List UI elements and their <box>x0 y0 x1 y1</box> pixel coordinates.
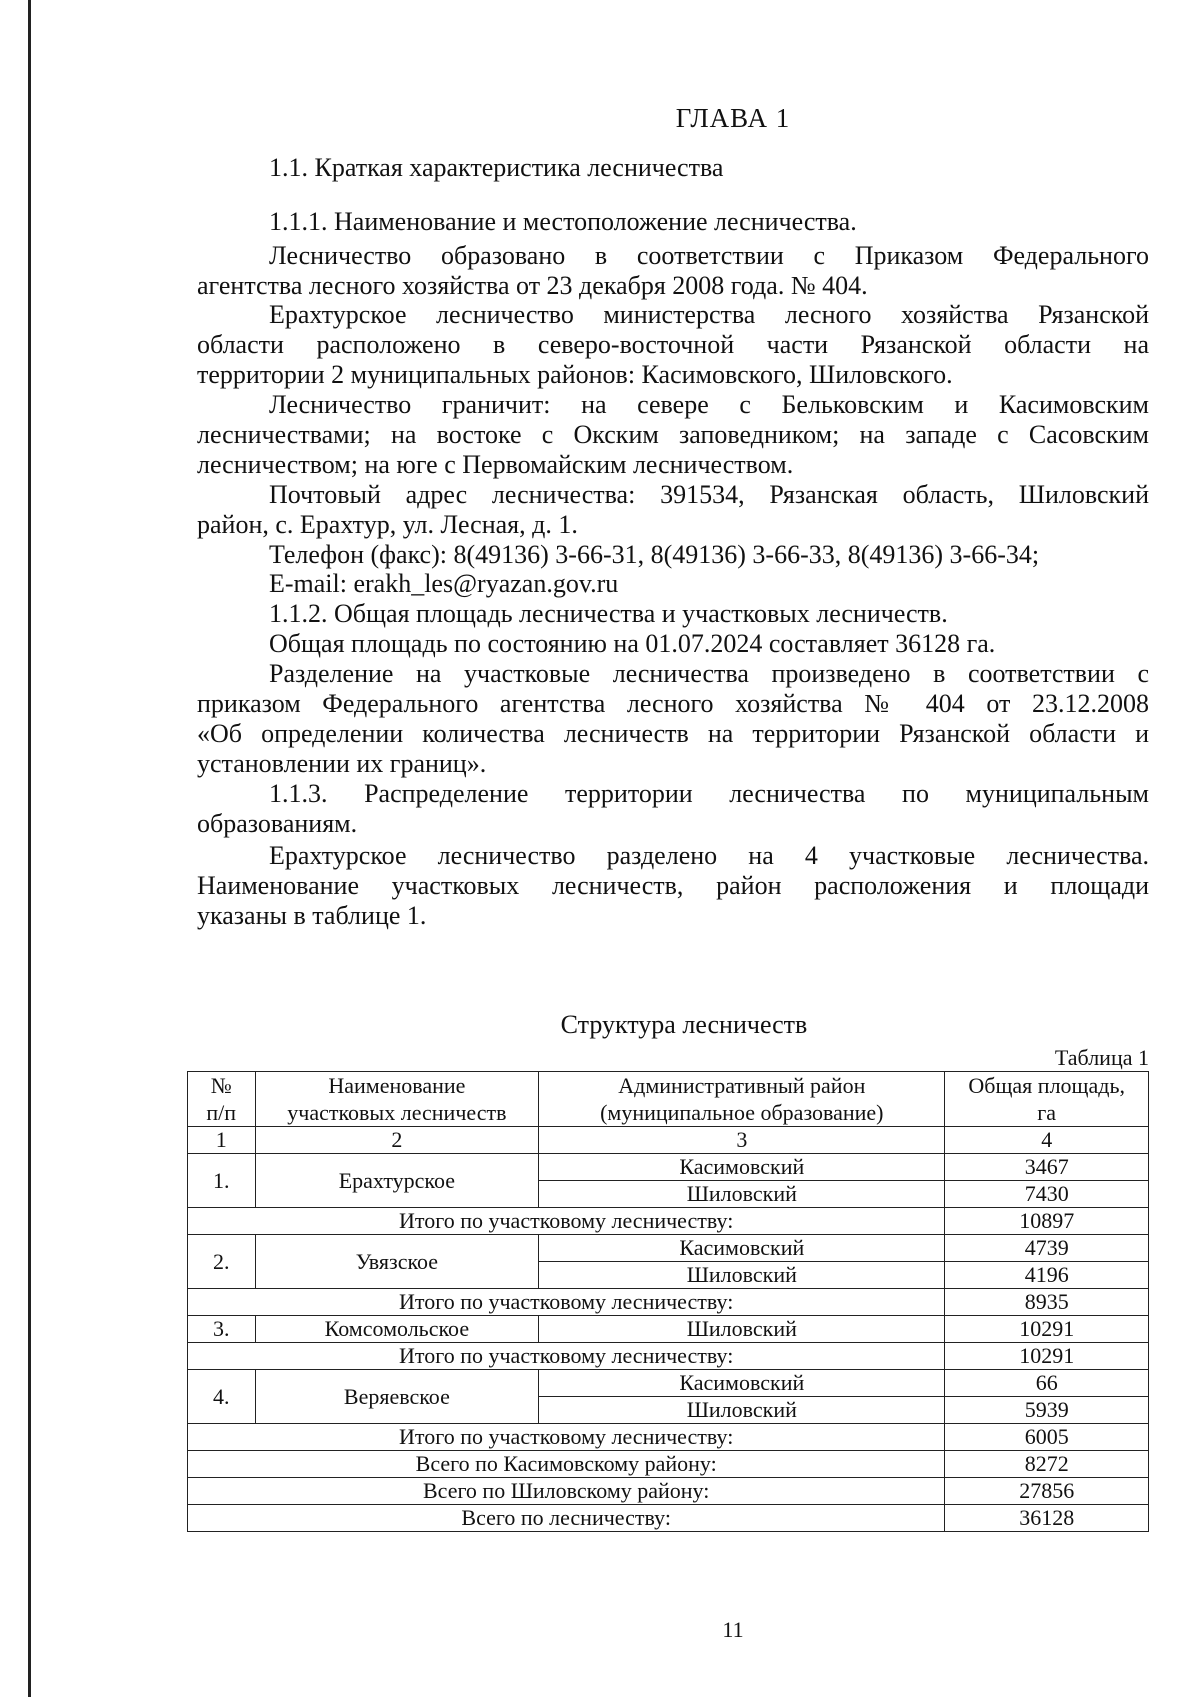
section-heading-1-1-2: 1.1.2. Общая площадь лесничества и участковых лесничеств. <box>269 599 948 628</box>
area-cell: 4196 <box>945 1262 1149 1289</box>
para6-line1: Ерахтурское лесничество разделено на 4 участковые лесничества. <box>269 841 1149 870</box>
colnum-cell: 4 <box>945 1127 1149 1154</box>
table-row <box>188 1154 1149 1181</box>
subtotal-label: Итого по участковому лесничеству: <box>188 1289 945 1316</box>
para3-line2: лесничествами; на востоке с Окским заповедником; на западе с Сасовским <box>197 420 1149 449</box>
summary-value: 27856 <box>945 1478 1149 1505</box>
area-cell: 4739 <box>945 1235 1149 1262</box>
header-cell-area: Общая площадь, га <box>945 1072 1149 1127</box>
area-cell: 3467 <box>945 1154 1149 1181</box>
email-line: E-mail: erakh_les@ryazan.gov.ru <box>269 569 619 598</box>
para6-line3: указаны в таблице 1. <box>197 901 427 930</box>
subtotal-row <box>188 1208 1149 1235</box>
forestry-name-cell: Веряевское <box>255 1370 539 1424</box>
para5-line2: приказом Федерального агентства лесного хозяйства № 404 от 23.12.2008 <box>197 689 1149 718</box>
table-caption: Таблица 1 <box>1054 1045 1149 1070</box>
colnum-cell: 1 <box>188 1127 256 1154</box>
area-cell: 10291 <box>945 1316 1149 1343</box>
forestry-name-cell: Ерахтурское <box>255 1154 539 1208</box>
para2-line1: Ерахтурское лесничество министерства лесного хозяйства Рязанской <box>269 300 1149 329</box>
section-heading-1-1-3-line1: 1.1.3. Распределение территории лесничества по муниципальным <box>269 779 1149 808</box>
row-number-cell: 1. <box>188 1154 256 1208</box>
area-cell: 66 <box>945 1370 1149 1397</box>
table-header-row <box>188 1072 1149 1127</box>
table-column-number-row <box>188 1127 1149 1154</box>
para4-line2: район, с. Ерахтур, ул. Лесная, д. 1. <box>197 510 578 539</box>
colnum-cell: 2 <box>255 1127 539 1154</box>
subtotal-label: Итого по участковому лесничеству: <box>188 1343 945 1370</box>
section-heading-1-1-3-line2: образованиям. <box>197 809 358 838</box>
subtotal-value: 10291 <box>945 1343 1149 1370</box>
para5-line1: Разделение на участковые лесничества произведено в соответствии с <box>269 659 1149 688</box>
subtotal-row <box>188 1343 1149 1370</box>
para2-line2: области расположено в северо-восточной части Рязанской области на <box>197 330 1149 359</box>
header-cell-name: Наименование участковых лесничеств <box>255 1072 539 1127</box>
para2-line3: территории 2 муниципальных районов: Касимовского, Шиловского. <box>197 360 953 389</box>
para1-line1: Лесничество образовано в соответствии с Приказом Федерального <box>269 241 1149 270</box>
row-number-cell: 2. <box>188 1235 256 1289</box>
para5-line3: «Об определении количества лесничеств на территории Рязанской области и <box>197 719 1149 748</box>
district-cell: Шиловский <box>539 1316 945 1343</box>
section-heading-1-1: 1.1. Краткая характеристика лесничества <box>269 153 724 182</box>
summary-row <box>188 1478 1149 1505</box>
summary-label: Всего по Касимовскому району: <box>188 1451 945 1478</box>
para3-line1: Лесничество граничит: на севере с Бельковским и Касимовским <box>269 390 1149 419</box>
row-number-cell: 4. <box>188 1370 256 1424</box>
para4-line1: Почтовый адрес лесничества: 391534, Рязанская область, Шиловский <box>269 480 1149 509</box>
para6-line2: Наименование участковых лесничеств, район расположения и площади <box>197 871 1149 900</box>
district-cell: Касимовский <box>539 1370 945 1397</box>
subtotal-value: 6005 <box>945 1424 1149 1451</box>
subtotal-row <box>188 1289 1149 1316</box>
chapter-title: ГЛАВА 1 <box>675 103 791 133</box>
forestry-name-cell: Комсомольское <box>255 1316 539 1343</box>
scan-edge-line <box>28 0 31 1697</box>
area-cell: 5939 <box>945 1397 1149 1424</box>
header-cell-number: № п/п <box>188 1072 256 1127</box>
para1-line2: агентства лесного хозяйства от 23 декабря 2008 года. № 404. <box>197 271 868 300</box>
para5-line4: установлении их границ». <box>197 749 487 778</box>
subtotal-value: 8935 <box>945 1289 1149 1316</box>
summary-label: Всего по Шиловскому району: <box>188 1478 945 1505</box>
subtotal-row <box>188 1424 1149 1451</box>
forestry-structure-table <box>187 1071 1149 1532</box>
district-cell: Шиловский <box>539 1397 945 1424</box>
phone-line: Телефон (факс): 8(49136) 3-66-31, 8(49136) 3-66-33, 8(49136) 3-66-34; <box>269 540 1040 569</box>
table-row <box>188 1235 1149 1262</box>
subtotal-label: Итого по участковому лесничеству: <box>188 1424 945 1451</box>
section-heading-1-1-1: 1.1.1. Наименование и местоположение лесничества. <box>269 207 857 236</box>
subtotal-value: 10897 <box>945 1208 1149 1235</box>
colnum-cell: 3 <box>539 1127 945 1154</box>
district-cell: Касимовский <box>539 1154 945 1181</box>
summary-row <box>188 1505 1149 1532</box>
total-area-line: Общая площадь по состоянию на 01.07.2024 составляет 36128 га. <box>269 629 996 658</box>
page-number: 11 <box>722 1617 744 1642</box>
subtotal-label: Итого по участковому лесничеству: <box>188 1208 945 1235</box>
header-cell-district: Административный район (муниципальное образование) <box>539 1072 945 1127</box>
summary-label: Всего по лесничеству: <box>188 1505 945 1532</box>
para3-line3: лесничеством; на юге с Первомайским лесничеством. <box>197 450 794 479</box>
summary-value: 36128 <box>945 1505 1149 1532</box>
forestry-name-cell: Увязское <box>255 1235 539 1289</box>
district-cell: Шиловский <box>539 1181 945 1208</box>
table-row <box>188 1316 1149 1343</box>
district-cell: Шиловский <box>539 1262 945 1289</box>
summary-value: 8272 <box>945 1451 1149 1478</box>
district-cell: Касимовский <box>539 1235 945 1262</box>
summary-row <box>188 1451 1149 1478</box>
area-cell: 7430 <box>945 1181 1149 1208</box>
row-number-cell: 3. <box>188 1316 256 1343</box>
table-title: Структура лесничеств <box>560 1010 808 1039</box>
table-row <box>188 1370 1149 1397</box>
